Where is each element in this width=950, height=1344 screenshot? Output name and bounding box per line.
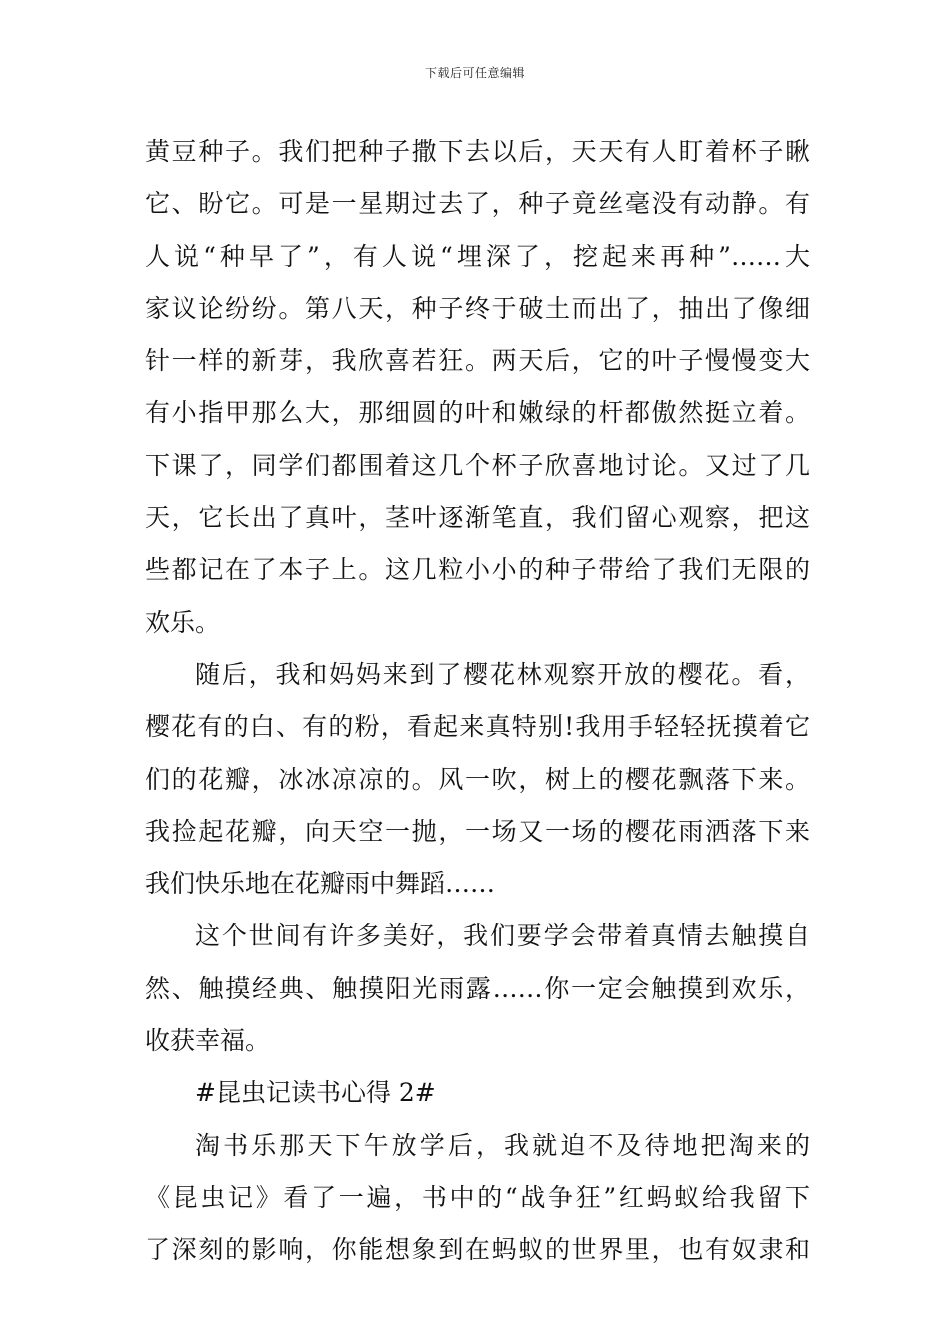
text-line: 欢乐。: [145, 607, 221, 637]
text-line: 淘书乐那天下午放学后，我就迫不及待地把淘来的: [195, 1130, 810, 1160]
text-line: 下课了，同学们都围着这几个杯子欣喜地讨论。又过了几: [145, 450, 810, 480]
text-line: 我捡起花瓣，向天空一抛，一场又一场的樱花雨洒落下来: [145, 816, 810, 846]
text-line: 些都记在了本子上。这几粒小小的种子带给了我们无限的: [145, 555, 810, 585]
text-line: 有小指甲那么大，那细圆的叶和嫩绿的杆都傲然挺立着。: [145, 398, 810, 428]
text-line: 们的花瓣，冰冰凉凉的。风一吹，树上的樱花飘落下来。: [145, 764, 810, 794]
text-line: 人说“种早了”，有人说“埋深了，挖起来再种”……大: [145, 241, 810, 271]
text-line: 黄豆种子。我们把种子撒下去以后，天天有人盯着杯子瞅: [145, 137, 810, 166]
text-line: 收获幸福。: [145, 1026, 271, 1056]
body-text: [145, 126, 810, 1277]
text-line: 《昆虫记》看了一遍，书中的“战争狂”红蚂蚁给我留下: [145, 1182, 810, 1212]
text-line: 针一样的新芽，我欣喜若狂。两天后，它的叶子慢慢变大: [145, 346, 810, 376]
text-line: 它、盼它。可是一星期过去了，种子竟丝毫没有动静。有: [145, 189, 810, 219]
text-line: 了深刻的影响，你能想象到在蚂蚁的世界里，也有奴隶和: [145, 1235, 810, 1265]
text-line: #昆虫记读书心得 2#: [195, 1078, 436, 1108]
text-line: 我们快乐地在花瓣雨中舞蹈……: [145, 869, 496, 899]
text-line: 天，它长出了真叶，茎叶逐渐笔直，我们留心观察，把这: [145, 503, 810, 533]
text-line: 随后，我和妈妈来到了樱花林观察开放的樱花。看，: [195, 659, 810, 689]
text-line: 然、触摸经典、触摸阳光雨露……你一定会触摸到欢乐，: [145, 973, 810, 1003]
text-line: 家议论纷纷。第八天，种子终于破土而出了，抽出了像细: [145, 293, 810, 323]
text-line: 樱花有的白、有的粉，看起来真特别!我用手轻轻抚摸着它: [145, 712, 810, 742]
text-line: 这个世间有许多美好，我们要学会带着真情去触摸自: [195, 921, 810, 951]
page-header: 下载后可任意编辑: [424, 66, 525, 80]
